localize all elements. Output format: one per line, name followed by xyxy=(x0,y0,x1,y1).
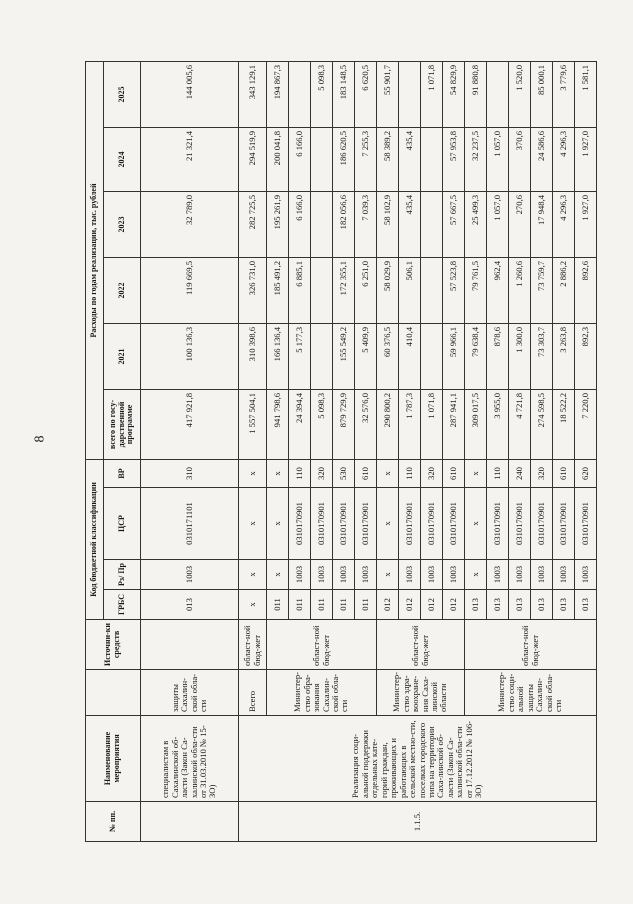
cell-vr: 320 xyxy=(311,459,333,487)
cell-rzpr: 1003 xyxy=(311,560,333,590)
cell-grbs: 012 xyxy=(421,590,443,620)
cell-year: 1 057,0 xyxy=(487,191,509,257)
cell-vr: 110 xyxy=(289,459,311,487)
cell-csr: 0310170901 xyxy=(443,488,465,560)
cell-year: 79 761,5 xyxy=(465,257,487,323)
cell-year: 4 296,3 xyxy=(553,127,575,191)
cell-year xyxy=(399,61,421,127)
cell-year: 58 389,2 xyxy=(377,127,399,191)
cell-year: 186 620,5 xyxy=(333,127,355,191)
cell-total: 5 098,3 xyxy=(311,389,333,459)
cell-vr: 320 xyxy=(531,459,553,487)
cell-grbs: 013 xyxy=(141,590,239,620)
header-year: 2022 xyxy=(104,257,141,323)
header-source: Источни-ки средств xyxy=(86,620,141,670)
cell-grbs: 013 xyxy=(487,590,509,620)
cell-vr: 610 xyxy=(553,459,575,487)
cell-vr: 110 xyxy=(487,459,509,487)
cell-year: 310 398,6 xyxy=(239,323,267,389)
cell-rzpr: 1003 xyxy=(333,560,355,590)
cell-year: 878,6 xyxy=(487,323,509,389)
cell-year: 7 039,3 xyxy=(355,191,377,257)
cell-year: 1 927,0 xyxy=(575,191,597,257)
cell-csr: 0310170901 xyxy=(333,488,355,560)
header-year: 2025 xyxy=(104,61,141,127)
cell-csr: х xyxy=(377,488,399,560)
cell-grbs: х xyxy=(239,590,267,620)
header-num: № пп. xyxy=(86,802,141,842)
cell-total: 417 921,8 xyxy=(141,389,239,459)
cell-vr: 240 xyxy=(509,459,531,487)
cell-year: 59 966,1 xyxy=(443,323,465,389)
cell-year: 6 620,5 xyxy=(355,61,377,127)
cell-year: 185 491,2 xyxy=(267,257,289,323)
cell-year: 892,6 xyxy=(575,257,597,323)
cell-year xyxy=(311,191,333,257)
cell-total: 1 787,3 xyxy=(399,389,421,459)
cell-num xyxy=(141,802,239,842)
cell-year: 182 056,6 xyxy=(333,191,355,257)
cell-year: 370,6 xyxy=(509,127,531,191)
cell-year: 194 867,3 xyxy=(267,61,289,127)
cell-year xyxy=(311,127,333,191)
cell-rzpr: 1003 xyxy=(487,560,509,590)
cell-grbs: 013 xyxy=(575,590,597,620)
cell-csr: х xyxy=(267,488,289,560)
cell-csr: 0310170901 xyxy=(355,488,377,560)
cell-rzpr: 1003 xyxy=(421,560,443,590)
cell-rzpr: х xyxy=(239,560,267,590)
cell-year: 57 523,8 xyxy=(443,257,465,323)
cell-year: 5 098,3 xyxy=(311,61,333,127)
header-name: Наименование мероприятия xyxy=(86,716,141,802)
cell-year xyxy=(311,323,333,389)
cell-total: 309 017,5 xyxy=(465,389,487,459)
cell-year: 506,1 xyxy=(399,257,421,323)
cell-year: 7 255,3 xyxy=(355,127,377,191)
cell-vr: 530 xyxy=(333,459,355,487)
cell-vr: 610 xyxy=(355,459,377,487)
cell-executor: Всего xyxy=(239,670,267,716)
cell-csr: 0310170901 xyxy=(487,488,509,560)
header-expenses-group: Расходы по годам реализации, тыс. рублей xyxy=(86,61,104,459)
cell-year: 54 829,9 xyxy=(443,61,465,127)
cell-year: 6 885,1 xyxy=(289,257,311,323)
cell-total: 18 522,2 xyxy=(553,389,575,459)
cell-year xyxy=(421,127,443,191)
cell-rzpr: 1003 xyxy=(399,560,421,590)
cell-rzpr: х xyxy=(465,560,487,590)
cell-total: 7 220,0 xyxy=(575,389,597,459)
cell-total: 4 721,8 xyxy=(509,389,531,459)
cell-grbs: 012 xyxy=(399,590,421,620)
cell-year xyxy=(421,257,443,323)
cell-year xyxy=(311,257,333,323)
cell-grbs: 011 xyxy=(355,590,377,620)
cell-year: 962,4 xyxy=(487,257,509,323)
cell-source: област-ной бюд-жет xyxy=(239,620,267,670)
cell-total: 1 557 504,1 xyxy=(239,389,267,459)
cell-total: 24 394,4 xyxy=(289,389,311,459)
cell-rzpr: 1003 xyxy=(141,560,239,590)
cell-rzpr: 1003 xyxy=(575,560,597,590)
cell-csr: 0310170901 xyxy=(399,488,421,560)
cell-vr: х xyxy=(267,459,289,487)
cell-year: 183 148,5 xyxy=(333,61,355,127)
cell-year: 195 261,9 xyxy=(267,191,289,257)
rotated-budget-table-container xyxy=(85,62,590,842)
cell-vr: 310 xyxy=(141,459,239,487)
cell-year xyxy=(421,323,443,389)
cell-year: 100 136,3 xyxy=(141,323,239,389)
cell-total: 290 800,2 xyxy=(377,389,399,459)
cell-year: 435,4 xyxy=(399,191,421,257)
cell-year: 155 549,2 xyxy=(333,323,355,389)
cell-rzpr: 1003 xyxy=(531,560,553,590)
cell-grbs: 011 xyxy=(333,590,355,620)
cell-name: Реализация соци-альной поддержки отдельных кате-горий граждан, проживающих и работающих в сельской местно-сти, поселках городского типа на территории Саха-линской об-ласти (Закон Са-халинской обла-сти от 17.12.2012 № 106-ЗО) xyxy=(239,716,597,802)
cell-year: 892,3 xyxy=(575,323,597,389)
header-executor xyxy=(86,670,141,716)
cell-executor: Министер-ство соци-альной защиты Сахалин-ской обла-сти xyxy=(465,670,597,716)
cell-year: 5 409,9 xyxy=(355,323,377,389)
cell-grbs: 013 xyxy=(509,590,531,620)
cell-grbs: 011 xyxy=(311,590,333,620)
header-grbs: ГРБС xyxy=(104,590,141,620)
table-row xyxy=(239,61,267,841)
cell-year: 6 166,0 xyxy=(289,127,311,191)
cell-grbs: 013 xyxy=(465,590,487,620)
cell-year: 2 886,2 xyxy=(553,257,575,323)
cell-year: 57 953,8 xyxy=(443,127,465,191)
cell-csr: х xyxy=(465,488,487,560)
cell-executor: защиты Сахалин-ской обла-сти xyxy=(141,670,239,716)
cell-year: 91 880,8 xyxy=(465,61,487,127)
cell-source: област-ной бюд-жет xyxy=(267,620,377,670)
cell-year xyxy=(289,61,311,127)
cell-rzpr: 1003 xyxy=(289,560,311,590)
cell-csr: 0310170901 xyxy=(531,488,553,560)
cell-year: 1 581,1 xyxy=(575,61,597,127)
cell-year: 6 166,0 xyxy=(289,191,311,257)
cell-year: 294 519,9 xyxy=(239,127,267,191)
cell-executor: Министер-ство обра-зования Сахалин-ской обла-сти xyxy=(267,670,377,716)
cell-year: 60 376,5 xyxy=(377,323,399,389)
cell-year: 270,6 xyxy=(509,191,531,257)
cell-grbs: 011 xyxy=(267,590,289,620)
cell-csr: х xyxy=(239,488,267,560)
cell-vr: 620 xyxy=(575,459,597,487)
cell-grbs: 012 xyxy=(443,590,465,620)
cell-csr: 0310171101 xyxy=(141,488,239,560)
cell-rzpr: 1003 xyxy=(509,560,531,590)
cell-year: 21 321,4 xyxy=(141,127,239,191)
cell-grbs: 012 xyxy=(377,590,399,620)
cell-year: 282 725,5 xyxy=(239,191,267,257)
header-year: 2021 xyxy=(104,323,141,389)
table-row xyxy=(141,61,239,841)
cell-total: 32 576,0 xyxy=(355,389,377,459)
cell-year: 1 300,0 xyxy=(509,323,531,389)
cell-year: 85 000,1 xyxy=(531,61,553,127)
budget-table xyxy=(85,61,597,842)
cell-year: 1 927,0 xyxy=(575,127,597,191)
cell-vr: х xyxy=(377,459,399,487)
cell-year: 326 731,0 xyxy=(239,257,267,323)
cell-year: 32 237,5 xyxy=(465,127,487,191)
cell-source xyxy=(141,620,239,670)
cell-rzpr: 1003 xyxy=(553,560,575,590)
cell-source: област-ной бюд-жет xyxy=(465,620,597,670)
cell-year: 58 029,9 xyxy=(377,257,399,323)
cell-year: 4 296,3 xyxy=(553,191,575,257)
table-header xyxy=(86,61,141,841)
cell-year: 57 667,5 xyxy=(443,191,465,257)
cell-year xyxy=(421,191,443,257)
cell-year: 1 260,6 xyxy=(509,257,531,323)
cell-vr: х xyxy=(239,459,267,487)
cell-total: 3 955,0 xyxy=(487,389,509,459)
cell-year: 17 948,4 xyxy=(531,191,553,257)
cell-grbs: 011 xyxy=(289,590,311,620)
cell-year: 1 071,8 xyxy=(421,61,443,127)
cell-total: 941 798,6 xyxy=(267,389,289,459)
cell-total: 879 729,9 xyxy=(333,389,355,459)
cell-vr: 320 xyxy=(421,459,443,487)
cell-year: 25 499,3 xyxy=(465,191,487,257)
cell-rzpr: х xyxy=(377,560,399,590)
cell-year xyxy=(487,61,509,127)
cell-year: 1 520,0 xyxy=(509,61,531,127)
cell-total: 1 071,8 xyxy=(421,389,443,459)
cell-grbs: 013 xyxy=(553,590,575,620)
cell-vr: 110 xyxy=(399,459,421,487)
cell-year: 5 177,3 xyxy=(289,323,311,389)
cell-csr: 0310170901 xyxy=(421,488,443,560)
cell-csr: 0310170901 xyxy=(509,488,531,560)
cell-csr: 0310170901 xyxy=(575,488,597,560)
header-kbk-group: Код бюджетной классификации xyxy=(86,459,104,619)
cell-csr: 0310170901 xyxy=(289,488,311,560)
cell-total: 274 598,5 xyxy=(531,389,553,459)
header-csr: ЦСР xyxy=(104,488,141,560)
cell-grbs: 013 xyxy=(531,590,553,620)
cell-year: 200 041,8 xyxy=(267,127,289,191)
header-vr: ВР xyxy=(104,459,141,487)
cell-vr: х xyxy=(465,459,487,487)
cell-year: 3 263,8 xyxy=(553,323,575,389)
cell-year: 144 005,6 xyxy=(141,61,239,127)
cell-year: 58 102,9 xyxy=(377,191,399,257)
cell-year: 410,4 xyxy=(399,323,421,389)
cell-executor: Министер-ство здра-воохране-ния Саха-линской области xyxy=(377,670,465,716)
cell-name: специалистам в Сахалинской об-ласти (Закон Са-халинской обла-сти от 31.03.2010 № 15-ЗО) xyxy=(141,716,239,802)
cell-csr: 0310170901 xyxy=(553,488,575,560)
cell-year: 24 586,6 xyxy=(531,127,553,191)
cell-rzpr: х xyxy=(267,560,289,590)
cell-num: 1.1.5. xyxy=(239,802,597,842)
cell-rzpr: 1003 xyxy=(443,560,465,590)
header-year: 2023 xyxy=(104,191,141,257)
cell-csr: 0310170901 xyxy=(311,488,333,560)
cell-year: 55 901,7 xyxy=(377,61,399,127)
cell-total: 287 941,1 xyxy=(443,389,465,459)
cell-year: 343 129,1 xyxy=(239,61,267,127)
cell-rzpr: 1003 xyxy=(355,560,377,590)
cell-year: 3 779,6 xyxy=(553,61,575,127)
table-body xyxy=(141,61,597,841)
cell-year: 73 303,7 xyxy=(531,323,553,389)
cell-source: област-ной бюд-жет xyxy=(377,620,465,670)
cell-year: 32 789,0 xyxy=(141,191,239,257)
cell-year: 172 355,1 xyxy=(333,257,355,323)
cell-year: 6 251,0 xyxy=(355,257,377,323)
cell-year: 119 669,5 xyxy=(141,257,239,323)
header-total: всего по госу-дарственной программе xyxy=(104,389,141,459)
cell-year: 1 057,0 xyxy=(487,127,509,191)
cell-year: 79 638,4 xyxy=(465,323,487,389)
cell-year: 73 759,7 xyxy=(531,257,553,323)
header-rzpr: Рз/ Пр xyxy=(104,560,141,590)
cell-vr: 610 xyxy=(443,459,465,487)
header-year: 2024 xyxy=(104,127,141,191)
page-number: 8 xyxy=(32,435,48,443)
cell-year: 435,4 xyxy=(399,127,421,191)
cell-year: 166 136,4 xyxy=(267,323,289,389)
